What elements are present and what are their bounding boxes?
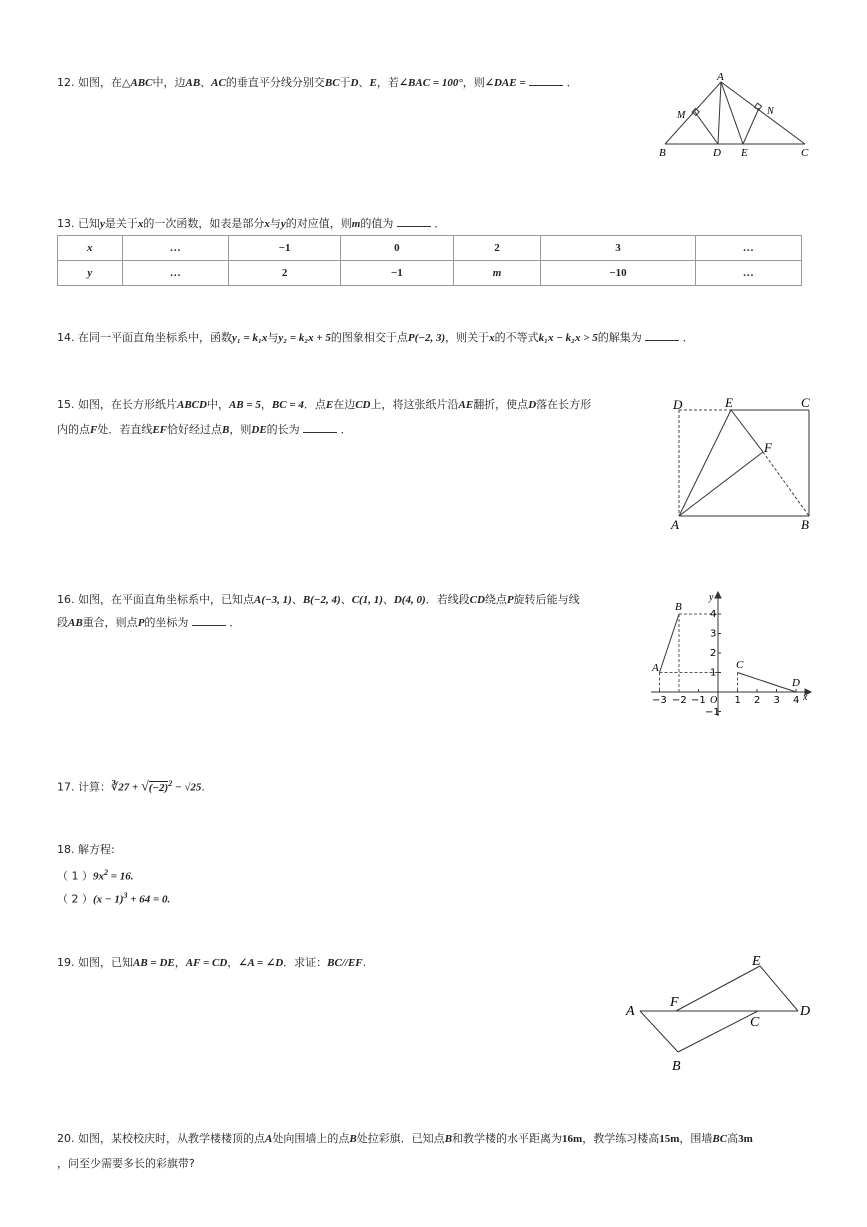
table-cell: 3 xyxy=(541,236,695,261)
label-N: N xyxy=(767,106,774,117)
question-20-line-2: ，问至少需要多长的彩旗带? xyxy=(57,1157,195,1170)
label-A: A xyxy=(626,1004,635,1019)
question-number: 12. xyxy=(57,76,78,89)
question-18-part-2: （ 2 ）$(x - 1)^3 + 64 = 0$. xyxy=(57,891,171,906)
label-C: C xyxy=(801,147,809,159)
question-12: 12. 如图，在△ABC中，边AB、AC的垂直平分线分别交BC于D、E，若∠BAC = 100°，则∠DAE = ． xyxy=(57,71,578,95)
question-20-line-1: 20. 如图，某校校庆时，从教学楼楼顶的点A处向围墙上的点B处拉彩旗．已知点B和教学楼的水平距离为16m，教学练习楼高15m，围墙BC高3m xyxy=(57,1132,753,1145)
table-cell: … xyxy=(122,236,228,261)
point-label-B: B xyxy=(675,601,682,613)
table-cell: 0 xyxy=(341,236,453,261)
q15-figure xyxy=(665,392,825,537)
point-label-C: C xyxy=(736,659,744,671)
label-B: B xyxy=(801,517,809,532)
table-cell: −10 xyxy=(541,261,695,286)
question-18-part-1: （ 1 ）$9x^2 = 16$. xyxy=(57,868,134,883)
question-13: 13. 已知y是关于x的一次函数，如表是部分x与y的对应值，则m的值为 ． xyxy=(57,212,445,236)
table-cell: −1 xyxy=(228,236,340,261)
q12-figure xyxy=(655,70,815,165)
question-number: 16. xyxy=(57,593,78,606)
y-tick: 4 xyxy=(710,609,717,620)
table-row xyxy=(58,236,802,261)
table-cell: … xyxy=(122,261,228,286)
label-D: D xyxy=(673,397,683,412)
question-number: 18. xyxy=(57,843,78,856)
answer-blank[interactable] xyxy=(303,420,337,433)
question-15-line-2: 内的点F处．若直线EF恰好经过点B，则DE的长为 ． xyxy=(57,418,352,442)
question-number: 20. xyxy=(57,1132,78,1145)
table-cell: 2 xyxy=(453,236,541,261)
y-tick: −1 xyxy=(705,707,720,718)
y-tick: 3 xyxy=(710,628,717,640)
x-tick: −3 xyxy=(652,695,667,706)
question-16-line-1: 16. 如图，在平面直角坐标系中，已知点A(−3, 1)、B(−2, 4)、C(1, 1)、D(4, 0)．若线段CD绕点P旋转后能与线 xyxy=(57,593,580,606)
x-tick: 3 xyxy=(773,695,780,706)
question-number: 15. xyxy=(57,398,78,411)
label-E: E xyxy=(752,954,761,969)
label-A: A xyxy=(671,517,679,532)
y-tick: 1 xyxy=(710,667,717,679)
y-axis-label: y xyxy=(709,592,714,603)
answer-blank[interactable] xyxy=(192,613,226,626)
table-cell: 2 xyxy=(228,261,340,286)
y-tick: 2 xyxy=(710,648,717,659)
table-cell: y xyxy=(58,261,123,286)
label-E: E xyxy=(741,147,748,159)
question-19: 19. 如图，已知AB = DE，AF = CD，∠A = ∠D．求证：BC//EF. xyxy=(57,956,367,969)
point-label-D: D xyxy=(792,677,800,689)
question-number: 17. xyxy=(57,780,78,794)
question-number: 14. xyxy=(57,331,78,344)
x-tick: 1 xyxy=(734,695,741,706)
table-cell: m xyxy=(453,261,541,286)
label-D: D xyxy=(713,147,721,159)
label-A: A xyxy=(717,71,724,83)
question-16-line-2: 段AB重合，则点P的坐标为 ． xyxy=(57,611,240,635)
answer-blank[interactable] xyxy=(529,73,563,86)
question-number: 19. xyxy=(57,956,78,969)
q19-figure xyxy=(620,948,820,1078)
answer-blank[interactable] xyxy=(397,214,431,227)
label-D: D xyxy=(800,1004,811,1019)
table-row xyxy=(58,261,802,286)
label-B: B xyxy=(659,147,666,159)
label-E: E xyxy=(725,395,733,410)
label-C: C xyxy=(801,395,810,410)
table-cell: −1 xyxy=(341,261,453,286)
x-tick: −1 xyxy=(691,695,706,706)
x-tick: 4 xyxy=(793,695,800,706)
label-F: F xyxy=(764,440,772,455)
question-14: 14. 在同一平面直角坐标系中，函数y₁ = k₁x与y₂ = k₂x + 5的图象相交于点P(−2, 3)，则关于x的不等式k₁x − k₂x > 5的解集为 ． xyxy=(57,326,694,350)
label-C: C xyxy=(750,1015,760,1030)
label-M: M xyxy=(677,110,686,121)
value-table xyxy=(57,235,802,286)
table-cell: … xyxy=(695,236,801,261)
question-15-line-1: 15. 如图，在长方形纸片ABCD中，AB = 5，BC = 4．点E在边CD上，将这张纸片沿AE翻折，使点D落在长方形 xyxy=(57,398,592,411)
x-tick: 2 xyxy=(754,695,761,706)
answer-blank[interactable] xyxy=(645,328,679,341)
label-F: F xyxy=(670,995,679,1010)
q16-coordinate-figure xyxy=(645,588,815,723)
question-18: 18. 解方程: xyxy=(57,843,115,856)
table-cell: … xyxy=(695,261,801,286)
origin-label: O xyxy=(710,695,718,706)
point-label-A: A xyxy=(652,662,659,674)
label-B: B xyxy=(672,1059,681,1074)
question-number: 13. xyxy=(57,217,78,230)
table-cell: x xyxy=(58,236,123,261)
x-axis-label: x xyxy=(803,692,808,703)
question-17: 17. 计算：∛27 + $√(-2)^2 - √25$. xyxy=(57,779,205,795)
x-tick: −2 xyxy=(672,695,687,706)
